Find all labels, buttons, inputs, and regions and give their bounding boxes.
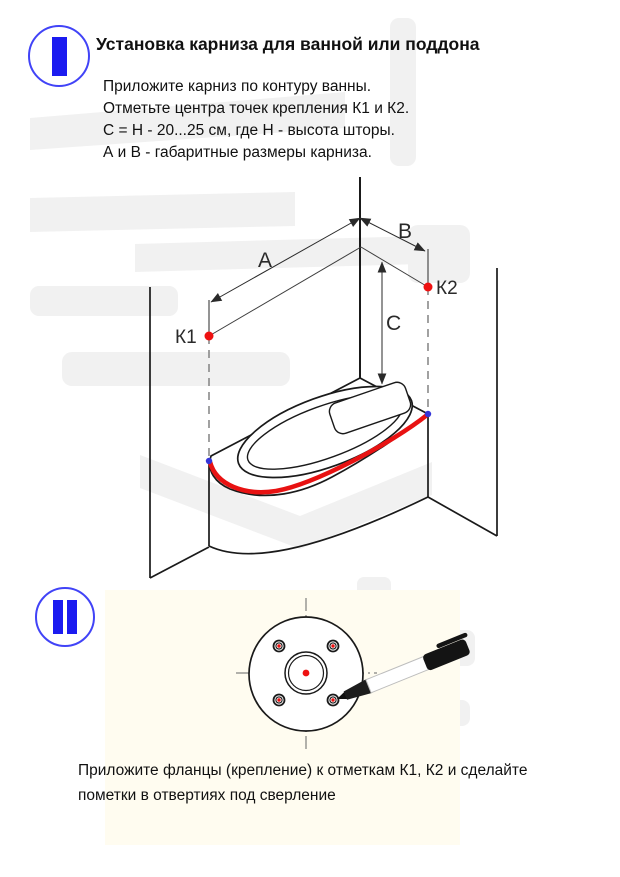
flange-marking-diagram [0,560,620,775]
instruction-line: А и В - габаритные размеры карниза. [103,144,372,161]
rim-point-right [425,411,431,417]
step1-instructions [103,76,583,164]
instruction-line: Приложите карниз по контуру ванны. [103,78,372,95]
screw-hole [328,641,339,652]
label-C: C [386,312,402,335]
k2-point [424,283,433,292]
pen-barrel [366,657,429,693]
screw-hole [274,695,285,706]
screw-hole [328,695,339,706]
bath-installation-diagram [0,170,620,600]
label-A: A [258,249,273,272]
caption-line: Приложите фланцы (крепление) к отметкам К1, К2 и сделайте [78,762,528,779]
right-wall-floor-line [428,497,497,536]
screw-hole [274,641,285,652]
instruction-line: Отметьте центра точек крепления К1 и К2. [103,100,410,117]
k1-point [205,332,214,341]
roman-numeral-bar [67,600,77,634]
label-K2: К2 [436,278,458,299]
dimension-line-A [211,218,360,302]
step2-caption [78,758,578,808]
rim-point-left [206,458,212,464]
label-K1: К1 [175,327,197,348]
dimension-line-B [360,218,425,251]
page-title: Установка карниза для ванной или поддона [96,34,480,54]
label-B: B [398,220,413,243]
center-mark-dot [303,670,310,677]
roman-numeral-bar [52,37,67,76]
caption-line: пометки в отвертиях под сверление [78,787,336,804]
cornice-projection-line-right [361,247,428,287]
bath-apron-bottom-curve [209,497,428,554]
roman-numeral-bar [53,600,63,634]
step1-roman-numeral-badge [28,25,90,87]
step2-roman-numeral-badge [35,587,95,647]
instruction-line: С = Н - 20...25 см, где Н - высота шторы. [103,122,395,139]
